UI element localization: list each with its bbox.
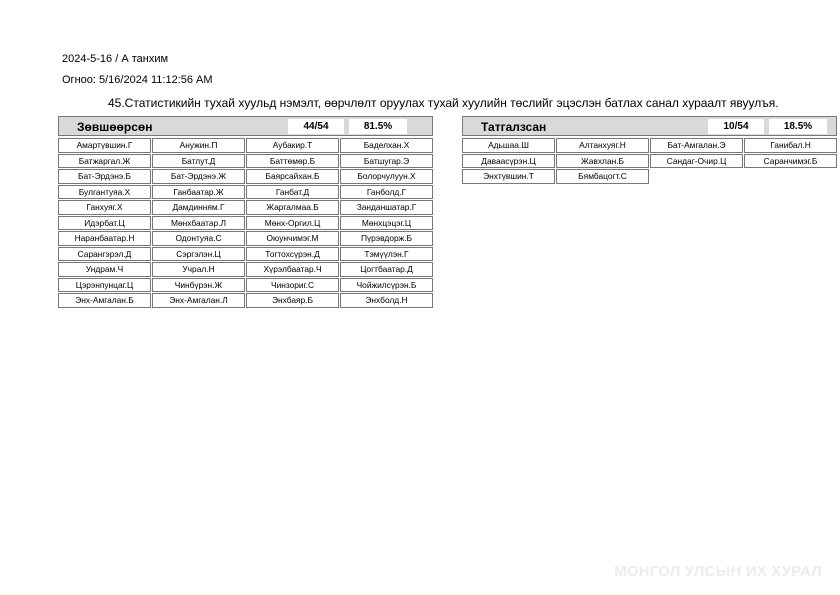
member-name-cell: Саранчимэг.Б [744,154,837,169]
member-name-cell: Дамдинням.Г [152,200,245,215]
session-label: 2024-5-16 / А танхим [62,53,169,65]
member-name-cell: Оюунчимэг.М [246,231,339,246]
member-name-cell: Анужин.П [152,138,245,153]
member-name-cell: Ганибал.Н [744,138,837,153]
member-name-cell: Мөнхцэцэг.Ц [340,216,433,231]
member-name-cell: Болорчулуун.Х [340,169,433,184]
member-name-cell: Мөнх-Оргил.Ц [246,216,339,231]
member-name-cell: Жавхлан.Б [556,154,649,169]
no-names-grid [462,138,837,184]
member-name-cell: Энхбаяр.Б [246,293,339,308]
no-panel [462,116,837,184]
member-name-cell: Тэмүүлэн.Г [340,247,433,262]
member-name-cell: Сарангэрэл.Д [58,247,151,262]
member-name-cell: Энхтүвшин.Т [462,169,555,184]
no-title: Татгалзсан [481,120,547,134]
member-name-cell: Ганхуяг.Х [58,200,151,215]
no-count: 10/54 [708,119,764,134]
member-name-cell: Бат-Эрдэнэ.Ж [152,169,245,184]
member-name-cell: Ундрам.Ч [58,262,151,277]
member-name-cell: Пүрэвдорж.Б [340,231,433,246]
member-name-cell: Хүрэлбаатар.Ч [246,262,339,277]
member-name-cell: Аубакир.Т [246,138,339,153]
member-name-cell: Занданшатар.Г [340,200,433,215]
member-name-cell: Баделхан.Х [340,138,433,153]
member-name-cell: Даваасүрэн.Ц [462,154,555,169]
member-name-cell: Цогтбаатар.Д [340,262,433,277]
member-name-cell: Бат-Амгалан.Э [650,138,743,153]
yes-count: 44/54 [288,119,344,134]
member-name-cell: Булгантуяа.Х [58,185,151,200]
member-name-cell: Батжаргал.Ж [58,154,151,169]
member-name-cell: Учрал.Н [152,262,245,277]
member-name-cell: Цэрэнпунцаг.Ц [58,278,151,293]
vote-question: 45.Статистикийн тухай хуульд нэмэлт, өөрчлөлт оруулах тухай хуулийн төслийг эцэслэн батлах санал хураалт явуулъя. [108,96,779,110]
member-name-cell: Батлут.Д [152,154,245,169]
no-percent: 18.5% [769,119,827,134]
yes-names-grid [58,138,433,308]
member-name-cell: Тогтохсүрэн.Д [246,247,339,262]
yes-percent: 81.5% [349,119,407,134]
yes-panel [58,116,433,308]
member-name-cell: Одонтуяа.С [152,231,245,246]
member-name-cell: Батшугар.Э [340,154,433,169]
member-name-cell: Сэргэлэн.Ц [152,247,245,262]
member-name-cell: Баттөмөр.Б [246,154,339,169]
member-name-cell: Алтанхуяг.Н [556,138,649,153]
member-name-cell: Наранбаатар.Н [58,231,151,246]
member-name-cell: Ганбат.Д [246,185,339,200]
member-name-cell: Мөнхбаатар.Л [152,216,245,231]
member-name-cell: Баярсайхан.Б [246,169,339,184]
member-name-cell: Ганболд.Г [340,185,433,200]
member-name-cell: Чинзориг.С [246,278,339,293]
member-name-cell: Чинбүрэн.Ж [152,278,245,293]
member-name-cell: Жаргалмаа.Б [246,200,339,215]
yes-panel-header [58,116,433,136]
member-name-cell: Энхболд.Н [340,293,433,308]
member-name-cell: Идэрбат.Ц [58,216,151,231]
member-name-cell: Адьшаа.Ш [462,138,555,153]
member-name-cell: Бат-Эрдэнэ.Б [58,169,151,184]
member-name-cell: Чойжилсүрэн.Б [340,278,433,293]
member-name-cell: Бямбацогт.С [556,169,649,184]
timestamp: Огноо: 5/16/2024 11:12:56 AM [62,74,213,86]
member-name-cell: Сандаг-Очир.Ц [650,154,743,169]
member-name-cell: Амартүвшин.Г [58,138,151,153]
no-panel-header [462,116,837,136]
member-name-cell: Энх-Амгалан.Б [58,293,151,308]
watermark: МОНГОЛ УЛСЫН ИХ ХУРАЛ [614,563,822,580]
yes-title: Зөвшөөрсөн [77,120,153,134]
member-name-cell: Энх-Амгалан.Л [152,293,245,308]
member-name-cell: Ганбаатар.Ж [152,185,245,200]
